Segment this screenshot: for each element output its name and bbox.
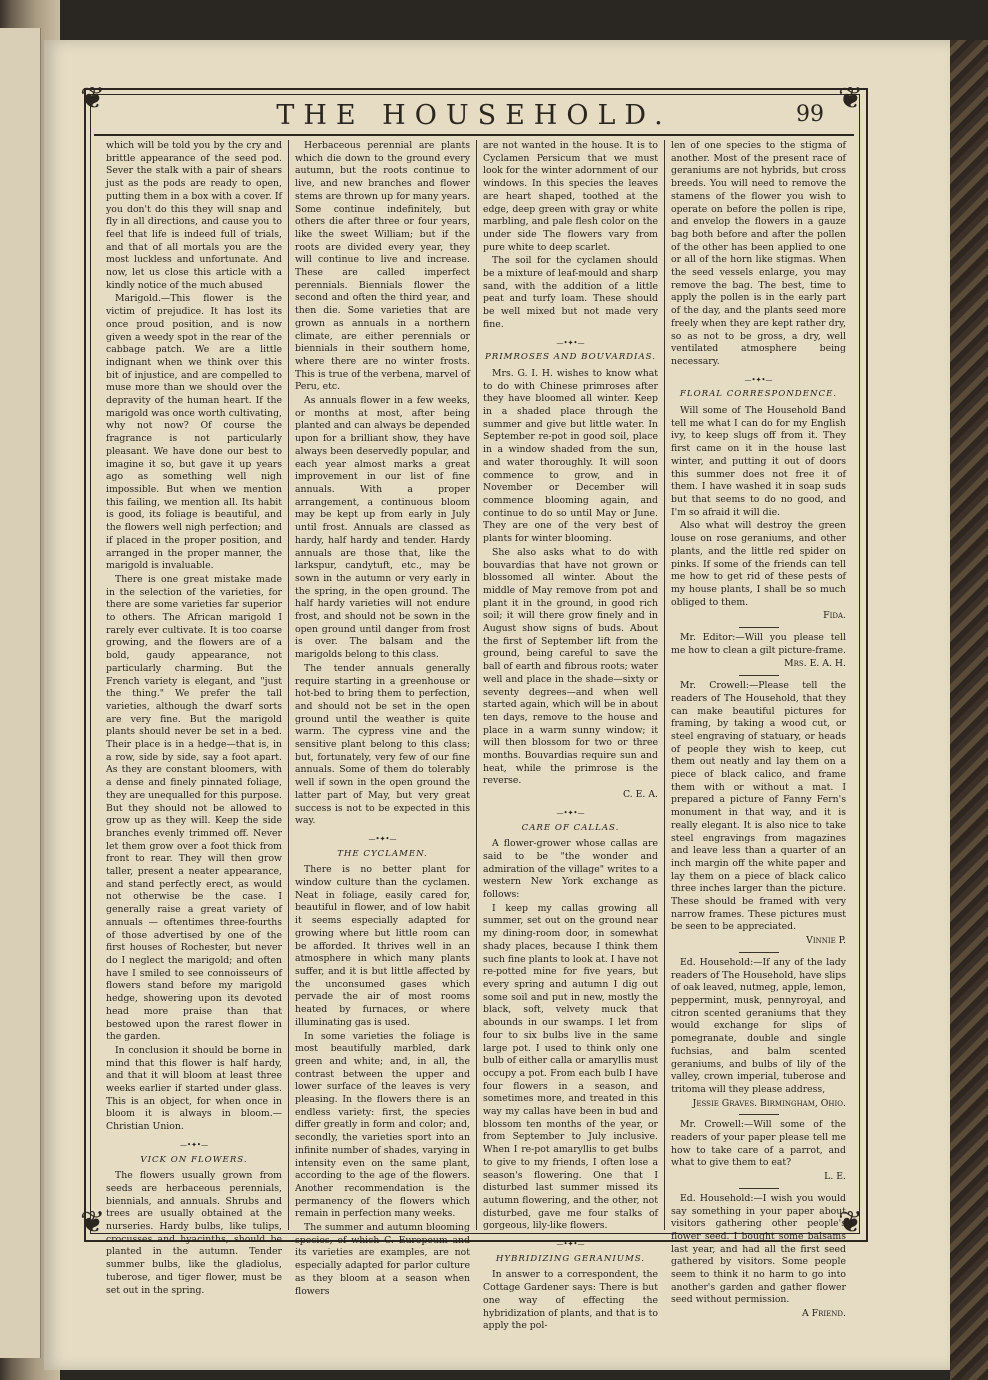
- section-heading: —•✦•— VICK ON FLOWERS.: [106, 1139, 282, 1166]
- paragraph: Mrs. G. I. H. wishes to know what to do with Chinese primroses after they have bloomed all winter. Keep in a shaded place through the summer and give but little water. In September re-pot in good soil, place in a window shaded from the sun, and water thoroughly. It will soon commence to grow, and in November or December will commence blooming again, and continue to do so until May or June. They are one of the very best of plants for winter blooming.: [483, 367, 658, 545]
- paragraph: As annuals flower in a few weeks, or months at most, after being planted and can always be depended upon for a brilliant show, they have always been deservedly popular, and each year almost marks a great improvement in our list of fine annuals. With a proper arrangement, a continuous bloom may be kept up from early in July until frost. Annuals are classed as hardy, half hardy and tender. Hardy annuals are those that, like the larkspur, candytuft, etc., may be sown in the autumn or very early in the spring, in the open ground. The half hardy varieties will not endure frost, and should not be sown in the open ground until danger from frost is over. The balsam and the marigolds belong to this class.: [295, 395, 470, 661]
- divider: [739, 1114, 779, 1115]
- paragraph: In answer to a correspondent, the Cottage Gardener says: There is but one way of effecting the hybridization of plants, and that is to apply the pol-: [483, 1269, 658, 1332]
- paragraph: Ed. Household:—If any of the lady readers of The Household, have slips of oak leaved, nutmeg, apple, lemon, peppermint, musk, pennyroyal, and citron scented geraniums that they would exchange for slips of pomegranate, double and single fuchsias, and balm scented geraniums, and bulbs of lily of the valley, crown imperial, tuberose and tritoma will they please address,: [671, 956, 846, 1095]
- paragraph: The flowers usually grown from seeds are herbaceous perennials, biennials, and annuals. Shrubs and trees are usually obtained at the nurseries. Hardy bulbs, like tulips, crocusses and hyacinths, should be planted in the autumn. Tender summer bulbs, like the gladiolus, tuberose, and tiger flower, must be set out in the spring.: [106, 1170, 282, 1296]
- previous-page-edge: [0, 28, 41, 1358]
- signature: L. E.: [824, 1171, 846, 1183]
- paragraph: A flower-grower whose callas are said to be "the wonder and admiration of the village" writes to a western New York exchange as follows:: [483, 838, 658, 901]
- paragraph: len of one species to the stigma of another. Most of the present race of geraniums are not hybrids, but cross breeds. You will need to remove the stamens of the flower you wish to operate on before the pollen is ripe, and envelop the flowers in a gauze bag both before and after the pollen of the other has been applied to one or all of the horn like stigmas. When the seed vessels enlarge, you may remove the bag. The best, time to apply the pollen is in the early part of the day, and the plants seed more freely when they are kept rather dry, so as not to be gross, a dry, well ventilated atmosphere being necessary.: [671, 140, 846, 367]
- paragraph: There is one great mistake made in the selection of the varieties, for there are some varieties far superior to others. The African marigold I rarely ever cultivate. It is too coarse growing, and the flowers are of a bold, gaudy appearance, not particularly charming. But the French variety is elegant, and "just the thing." We prefer the tall varieties, although the dwarf sorts are very fine. But the marigold plants should never be set in a bed. Their place is in a hedge—that is, in a row, side by side, say a foot apart. As they are constant bloomers, with a dense and finely pinnated foliage, they are unequalled for this purpose. But they should not be allowed to grow up as they will. Keep the side branches evenly trimmed off. Never let them grow over a foot thick from front to rear. They will then grow taller, present a neater appearance, and stand perfectly erect, as would not otherwise be the case. I generally raise a great variety of annuals — oftentimes three-fourths of those advertised by one of the first houses of Rochester, but never do I neglect the marigold; and often have I smiled to see connoisseurs of flowers stand before my marigold hedge, showering upon its devoted head more praise than that bestowed upon the rarest flower in the garden.: [106, 573, 282, 1043]
- paragraph: The tender annuals generally require starting in a greenhouse or hot-bed to bring them to perfection, and should not be set in the open ground until the weather is quite warm. The cypress vine and the sensitive plant belong to this class; but, fortunately, very few of our fine annuals. Some of them do tolerably well if sown in the open ground the latter part of May, but very great success is not to be expected in this way.: [295, 662, 470, 827]
- paragraph: I keep my callas growing all summer, set out on the ground near my dining-room door, in somewhat shady places, because I think them such fine plants to look at. I have not re-potted mine for five years, but every spring and autumn I dig out some soil and put in new, mostly the black, soft, velvety muck that abounds in our swamps. I let from four to six bulbs live in the same large pot. I used to think only one bulb of either calla or amaryllis must occupy a pot. From each bulb I have four flowers in a season, and sometimes more, and treated in this way my callas have been in bud and blossom ten months of the year, or from September to July inclusive. When I re-pot amaryllis to get bulbs to give to my friends, I often lose a season's flowering. One that I disturbed last summer missed its autumn flowering, and the other, not disturbed, gave me four stalks of gorgeous, lily-like flowers.: [483, 902, 658, 1232]
- text-column-2: [288, 140, 476, 1297]
- divider: [739, 675, 779, 676]
- text-column-1: [100, 140, 288, 1296]
- section-heading: —•✦•— HYBRIDIZING GERANIUMS.: [483, 1238, 658, 1265]
- text-column-3: [476, 140, 664, 1332]
- signature: Vinnie P.: [806, 935, 846, 947]
- corner-ornament-icon: ❦: [838, 1205, 864, 1240]
- paragraph: are not wanted in the house. It is to Cyclamen Persicum that we must look for the winter adornment of our windows. In this species the leaves are heart shaped, toothed at the edge, deep green with gray or white marbling, and pale flesh color on the under side The flowers vary from pure white to deep scarlet.: [483, 140, 658, 253]
- corner-ornament-icon: ❦: [80, 1205, 106, 1240]
- paragraph: The summer and autumn blooming species, of which C. Europeum and its varieties are examples, are not especially adapted for parlor culture as they bloom at a season when flowers: [295, 1222, 470, 1297]
- divider: [739, 627, 779, 628]
- signature: Mrs. E. A. H.: [784, 658, 846, 670]
- paragraph: Mr. Editor:—Will you please tell me how to clean a gilt picture-frame.: [671, 632, 846, 656]
- section-heading: —•✦•— THE CYCLAMEN.: [295, 833, 470, 860]
- page-title: THE HOUSEHOLD.: [276, 100, 672, 131]
- paragraph: There is no better plant for window culture than the cyclamen. Neat in foliage, easily cared for, beautiful in flower, and of low habit it seems especially adapted for growing where but little room can be afforded. It thrives well in an atmosphere in which many plants suffer, and it is but little affected by the unconsumed gases which pervade the air of most rooms heated by furnaces, or where illuminating gas is used.: [295, 864, 470, 1028]
- paragraph: In some varieties the foliage is most beautifully marbled, dark green and white; and, in all, the contrast between the upper and lower surface of the leaves is very pleasing. In the flowers there is an endless variety: first, the species differ greatly in form and color; and, secondly, the varieties sport into an infinite number of shades, varying in intensity even on the same plant, according to the age of the flowers. Another recommendation is the permanency of the flowers which remain in perfection many weeks.: [295, 1030, 470, 1220]
- paragraph: Herbaceous perennial are plants which die down to the ground every autumn, but the roots continue to live, and new branches and flower stems are thrown up for many years. Some continue indefinitely, but others die after three or four years, like the sweet William; but if the roots are divided every year, they will continue to live and increase. These are called imperfect perennials. Biennials flower the second and often the third year, and then die. Some varieties that are grown as annuals in a northern climate, are either perennials or biennials in their southern home, where there are no winter frosts. This is true of the verbena, marvel of Peru, etc.: [295, 140, 471, 393]
- paragraph: Ed. Household:—I wish you would say something in your paper about visitors gathering other people's flower seed. I bought some balsams last year, and had all the first seed gathered by visitors. Some people seem to think it no harm to go into another's garden and gather flower seed without permission.: [671, 1192, 846, 1306]
- paragraph: She also asks what to do with bouvardias that have not grown or blossomed all winter. About the middle of May remove from pot and plant it in the ground, in good rich soil; it will there grow finely and in August show signs of buds. About the first of September lift from the ground, being careful to save the ball of earth and fibrous roots; water well and place in the shade—sixty or seventy degrees—and when well started again, which will be in about ten days, remove to the house and place in a warm sunny window; it will then blossom for two or three months. Bouvardias require sun and heat, while the primrose is the reverse.: [483, 546, 658, 787]
- section-heading: —•✦•— PRIMROSES AND BOUVARDIAS.: [483, 337, 658, 364]
- page-number: 99: [796, 102, 824, 127]
- corner-ornament-icon: ❦: [838, 81, 864, 116]
- book-cover-edge: [950, 40, 988, 1380]
- section-heading: —•✦•— CARE OF CALLAS.: [483, 807, 658, 834]
- paragraph: Mr. Crowell:—Please tell the readers of The Household, that they can make beautiful pictures for framing, by taking a wood cut, or steel engraving of statuary, or heads of people they wish to keep, cut them out neatly and lay them on a piece of black calico, and frame them with or without a mat. I prepared a picture of Fanny Fern's monument in that way, and it is really elegant. It is also nice to take steel engravings from magazines and leave less than a quarter of an inch margin off the white paper and lay them on a piece of black calico three inches larger than the picture. These should be framed with very narrow frames. These pictures must be seen to be appreciated.: [671, 680, 846, 933]
- paragraph: which will be told you by the cry and brittle appearance of the seed pod. Sever the stalk with a pair of shears just as the pods are ready to open, putting them in a box with a cover. If you don't do this they will snap and fly in all directions, and cause you to feel that life is indeed full of trials, and that of all mortals you are the most luckless and unfortunate. And now, let us close this article with a kindly notice of the much abused: [106, 140, 282, 291]
- corner-ornament-icon: ❦: [80, 81, 106, 116]
- divider: [739, 952, 779, 953]
- paragraph: Marigold.—This flower is the victim of prejudice. It has lost its once proud position, and is now given a weedy spot in the rear of the cabbage patch. We are a little indignant when we think over this bit of injustice, and are compelled to muse more than we should over the depravity of the human heart. If the marigold was once worth cultivating, why not now? Of course the fragrance is not particularly pleasant. We have done our best to imagine it so, but gave it up years ago as something well nigh impossible. But when we mention this failing, we mention all. Its habit is good, its foliage is beautiful, and the flowers well nigh perfection; and if placed in the proper position, and arranged in the proper manner, the marigold is invaluable.: [106, 293, 282, 572]
- section-heading: —•✦•— FLORAL CORRESPONDENCE.: [671, 374, 846, 401]
- signature: Fida.: [823, 610, 846, 622]
- signature: C. E. A.: [622, 789, 658, 801]
- text-column-4: [664, 140, 852, 1320]
- paragraph: Also what will destroy the green louse on rose geraniums, and other plants, and the little red spider on pinks. If some of the friends can tell me how to get rid of these pests of my house plants, I shall be so much obliged to them.: [671, 520, 846, 608]
- article-columns: [100, 140, 854, 1332]
- divider: [739, 1188, 779, 1189]
- paragraph: The soil for the cyclamen should be a mixture of leaf-mould and sharp sand, with the addition of a little peat and turfy loam. These should be well mixed but not made very fine.: [483, 255, 658, 330]
- paragraph: In conclusion it should be borne in mind that this flower is half hardy, and that it will bloom at least three weeks earlier if started under glass. This is an object, for when once in bloom it is always in bloom.—Christian Union.: [106, 1044, 282, 1133]
- signature: A Friend.: [802, 1308, 846, 1320]
- masthead: [94, 98, 854, 136]
- paragraph: Will some of The Household Band tell me what I can do for my English ivy, to keep slugs off from it. They first came on it in the house last winter, and putting it out of doors this summer does not free it of them. I have washed it in soap suds but that seems to do no good, and I'm so afraid it will die.: [671, 405, 846, 518]
- paragraph: Mr. Crowell:—Will some of the readers of your paper please tell me how to take care of a parrot, and what to give them to eat?: [671, 1119, 846, 1169]
- signature: Jessie Graves. Birmingham, Ohio.: [692, 1097, 846, 1109]
